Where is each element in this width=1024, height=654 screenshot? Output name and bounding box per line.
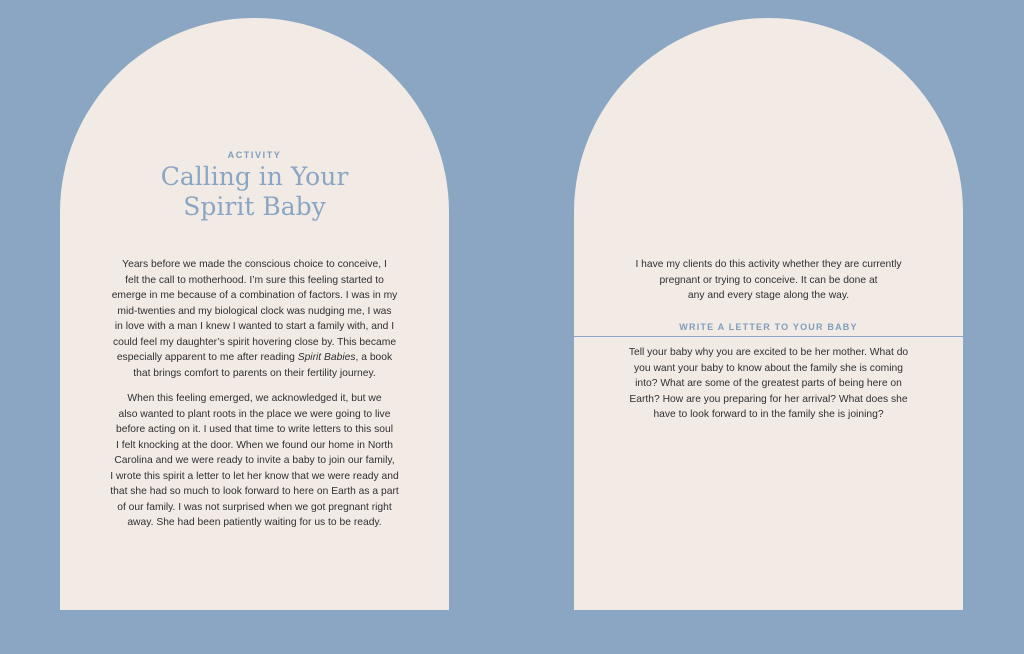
text-line: have to look forward to in the family she is joining? <box>653 409 884 420</box>
text-line: mid-twenties and my biological clock was nudging me, I was <box>117 305 392 317</box>
text-line: before acting on it. I used that time to write letters to this soul <box>115 424 393 435</box>
intro-text <box>584 257 953 314</box>
text-line: that brings comfort to parents on their fertility journey. <box>133 367 376 379</box>
text-line: When this feeling emerged, we acknowledged it, but we <box>127 393 382 404</box>
text-line: you want your baby to know about the family she is coming <box>633 362 903 374</box>
story-text <box>70 257 439 541</box>
text-line: pregnant or trying to conceive. It can be done at <box>659 274 878 286</box>
title-line-2: Spirit Baby <box>183 192 326 221</box>
text-line: emerge in me because of a combination of factors. I was in my <box>111 290 398 301</box>
text-line: that she had so much to look forward to here on Earth as a part <box>110 486 399 497</box>
left-page <box>60 18 449 610</box>
text-line: I have my clients do this activity whether they are currently <box>635 259 902 270</box>
page-title <box>60 162 449 222</box>
book-title: Spirit Babies <box>297 352 356 363</box>
text-line: felt the call to motherhood. I’m sure this feeling started to <box>125 274 384 286</box>
divider <box>574 336 963 337</box>
text-line: Years before we made the conscious choice to conceive, I <box>122 259 387 270</box>
right-page <box>574 18 963 610</box>
text-line: Earth? How are you preparing for her arrival? What does she <box>629 393 908 405</box>
text-line: Carolina and we were ready to invite a baby to join our family, <box>114 455 395 466</box>
text-segment: , a book <box>355 352 393 363</box>
text-line: in love with a man I knew I wanted to start a family with, and I <box>114 321 395 332</box>
text-line: away. She had been patiently waiting for us to be ready. <box>127 517 382 528</box>
section-heading: WRITE A LETTER TO YOUR BABY <box>679 322 858 332</box>
text-line: of our family. I was not surprised when we got pregnant right <box>117 501 392 513</box>
prompt-paragraph <box>584 345 953 423</box>
text-line: Tell your baby why you are excited to be her mother. What do <box>628 347 909 358</box>
text-segment: especially apparent to me after reading <box>116 352 298 363</box>
intro-paragraph <box>584 257 953 304</box>
text-line: any and every stage along the way. <box>687 290 850 301</box>
activity-label: ACTIVITY <box>227 150 282 160</box>
title-line-1: Calling in Your <box>160 162 349 191</box>
text-line-with-book-title <box>70 350 439 366</box>
text-line: also wanted to plant roots in the place we were going to live <box>118 408 391 420</box>
text-line: could feel my daughter’s spirit hovering close by. This became <box>112 336 397 348</box>
text-line: I wrote this spirit a letter to let her know that we were ready and <box>110 470 399 482</box>
story-paragraph-1 <box>70 257 439 381</box>
prompt-text <box>584 345 953 433</box>
text-line: into? What are some of the greatest parts of being here on <box>635 378 902 389</box>
text-line: I felt knocking at the door. When we found our home in North <box>115 439 394 451</box>
story-paragraph-2 <box>70 391 439 531</box>
